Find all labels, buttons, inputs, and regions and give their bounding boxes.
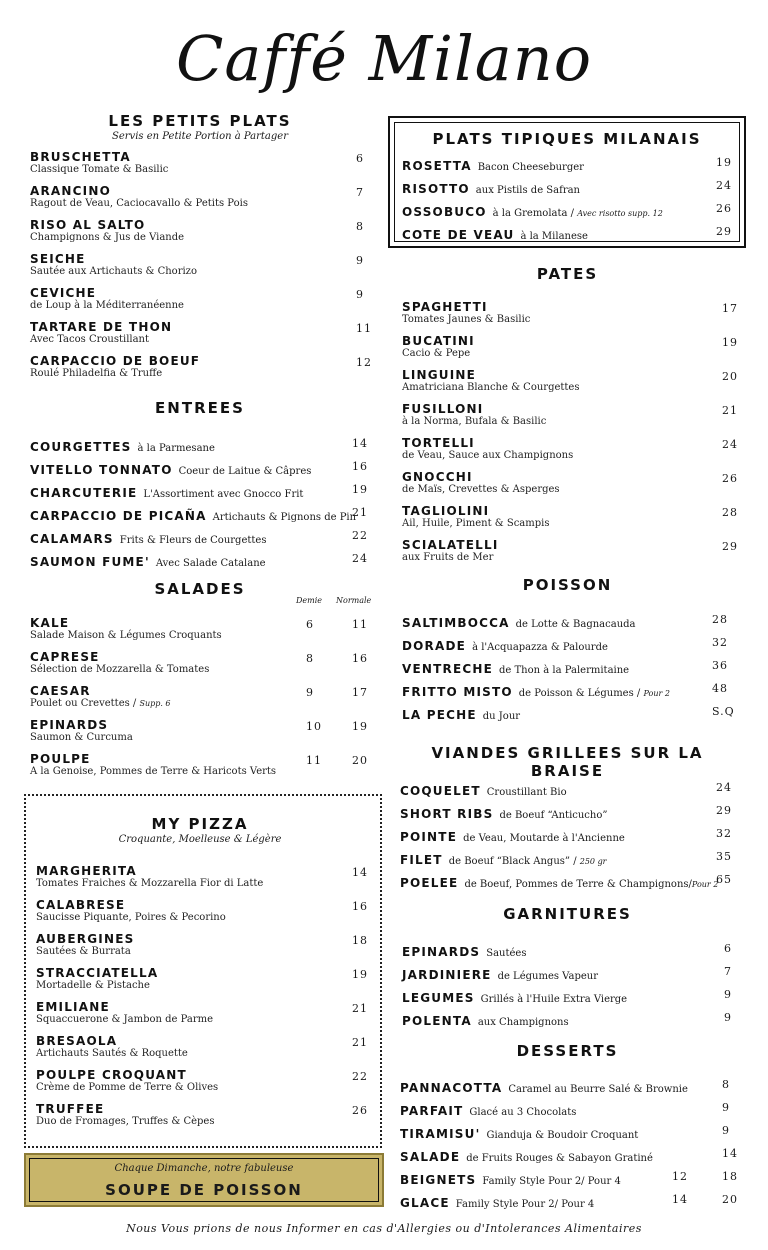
menu-item [30,718,370,743]
item-name: EMILIANE [36,1000,110,1014]
menu-item [30,252,370,277]
item-price: 9 [356,254,364,267]
menu-item [402,538,736,563]
item-desc: Frits & Fleurs de Courgettes [119,535,267,546]
section-title: VIANDES GRILLEES SUR LA BRAISE [431,744,704,780]
price-demie: 10 [306,720,322,733]
item-price: 7 [356,186,364,199]
item-name: TARTARE DE THON [30,320,173,334]
item-price: 36 [712,659,728,672]
menu-item [402,964,736,983]
item-price: 9 [724,988,732,1001]
item-price: 9 [724,1011,732,1024]
item-desc: Duo de Fromages, Truffes & Cèpes [36,1116,215,1127]
menu-item [402,368,736,393]
menu-item [402,300,736,325]
item-desc: de Veau, Sauce aux Champignons [402,450,574,461]
section-garnitures [395,905,740,923]
item-desc: Crème de Pomme de Terre & Olives [36,1082,219,1093]
item-name: FRITTO MISTO [402,685,513,699]
section-pates [395,265,740,283]
item-price: 26 [722,472,738,485]
item-desc: A la Genoise, Pommes de Terre & Haricots Verts [30,766,277,777]
item-desc: à la Milanese [520,231,588,242]
price-normale: 11 [352,618,368,631]
item-desc: Poulet ou Crevettes / Supp. 6 [30,698,171,709]
menu-item [402,1010,736,1029]
item-desc: de Thon à la Palermitaine [499,665,630,676]
item-desc: Saumon & Curcuma [30,732,133,743]
soupe-title: SOUPE DE POISSON [105,1181,303,1199]
entrees-list [30,436,370,576]
item-price: 6 [356,152,364,165]
item-name: PANNACOTTA [400,1081,503,1095]
menu-item [402,334,736,359]
item-price: 22 [352,529,368,542]
milanais-list [402,155,732,245]
item-name: TIRAMISU' [400,1127,481,1141]
item-note: Supp. 6 [139,699,171,708]
menu-item [30,482,370,501]
item-price: 21 [352,506,368,519]
menu-item [400,872,736,891]
section-viandes [395,744,740,780]
menu-item [402,941,736,960]
item-price: 7 [724,965,732,978]
item-price: 29 [722,540,738,553]
item-price: 26 [716,202,732,215]
item-name: CARPACCIO DE BOEUF [30,354,201,368]
item-desc: Salade Maison & Légumes Croquants [30,630,222,641]
col-demie: Demie [296,596,323,605]
petits-plats-list [30,150,370,390]
item-price: 14 [352,437,368,450]
item-desc: de Boeuf “Black Angus” / [448,856,580,867]
item-price: 28 [712,613,728,626]
menu-item [402,987,736,1006]
menu-item [36,932,366,957]
item-price: 21 [352,1036,368,1049]
item-name: EPINARDS [402,945,481,959]
item-desc: aux Pistils de Safran [475,185,580,196]
item-name: OSSOBUCO [402,205,487,219]
menu-item [36,1068,366,1093]
menu-item [402,224,732,243]
menu-item [400,1100,736,1119]
item-price: 19 [722,336,738,349]
item-price: 29 [716,225,732,238]
item-desc: à la Parmesane [137,443,215,454]
item-note: Avec risotto supp. 12 [577,209,663,218]
item-name: BRESAOLA [36,1034,118,1048]
menu-item [30,320,370,345]
menu-item [402,704,736,723]
item-price: 35 [716,850,732,863]
item-price: 24 [722,438,738,451]
item-desc: de Veau, Moutarde à l'Ancienne [463,833,625,844]
item-price: 20 [722,370,738,383]
menu-item [30,528,370,547]
item-price: 32 [716,827,732,840]
menu-item [30,286,370,311]
item-desc: Sautées [486,948,527,959]
item-desc: Tomates Jaunes & Basilic [402,314,531,325]
item-name: LEGUMES [402,991,475,1005]
menu-item [36,864,366,889]
section-pizza [30,815,370,845]
price-normale: 20 [352,754,368,767]
price-normale: 17 [352,686,368,699]
item-desc: de Loup à la Méditerranéenne [30,300,184,311]
item-price: 8 [356,220,364,233]
item-name: AUBERGINES [36,932,135,946]
menu-item [30,184,370,209]
item-price: 21 [352,1002,368,1015]
item-name: SEICHE [30,252,86,266]
section-poisson [395,576,740,594]
item-name: VENTRECHE [402,662,493,676]
item-price: 24 [716,179,732,192]
item-name: COURGETTES [30,440,132,454]
menu-item [30,616,370,641]
item-price: 6 [724,942,732,955]
menu-item [400,1123,736,1142]
item-price: 18 [352,934,368,947]
menu-item [402,681,736,700]
item-price: 20 [722,1193,738,1206]
item-price: 24 [716,781,732,794]
item-price: 17 [722,302,738,315]
item-name: TAGLIOLINI [402,504,490,518]
item-name: KALE [30,616,70,630]
item-price: 11 [356,322,372,335]
menu-item [402,178,732,197]
garnitures-list [402,941,736,1041]
item-name: LA PECHE [402,708,477,722]
item-desc: de Poisson & Légumes / [518,688,644,699]
item-desc: Grillés à l'Huile Extra Vierge [480,994,628,1005]
item-desc: Ragout de Veau, Caciocavallo & Petits Pois [30,198,248,209]
col-normale: Normale [336,596,372,605]
menu-item [30,505,370,524]
item-price: 24 [352,552,368,565]
item-price-small: 12 [672,1170,688,1183]
soupe-banner [24,1153,384,1207]
item-name: RISOTTO [402,182,470,196]
item-price: 8 [722,1078,730,1091]
item-name: SCIALATELLI [402,538,499,552]
section-title: ENTREES [155,399,245,417]
item-name: SAUMON FUME' [30,555,150,569]
salades-list [30,616,370,786]
item-desc: Coeur de Laitue & Câpres [178,466,312,477]
item-price: 28 [722,506,738,519]
menu-item [402,658,736,677]
price-demie: 11 [306,754,322,767]
item-name: STRACCIATELLA [36,966,159,980]
item-name: COTE DE VEAU [402,228,515,242]
item-desc: de Lotte & Bagnacauda [515,619,636,630]
item-desc: de Maïs, Crevettes & Asperges [402,484,560,495]
item-name: JARDINIERE [402,968,492,982]
item-desc: de Boeuf, Pommes de Terre & Champignons/ [464,879,692,890]
item-desc: Tomates Fraiches & Mozzarella Fior di Latte [36,878,264,889]
item-desc: Avec Tacos Croustillant [30,334,150,345]
menu-item [400,826,736,845]
item-name: POELEE [400,876,459,890]
item-desc: aux Fruits de Mer [402,552,494,563]
item-desc: Sélection de Mozzarella & Tomates [30,664,210,675]
item-name: PARFAIT [400,1104,464,1118]
section-milanais [392,130,742,148]
menu-item [400,1169,736,1188]
menu-item [30,436,370,455]
item-name: POULPE CROQUANT [36,1068,187,1082]
item-desc: Croustillant Bio [486,787,567,798]
menu-item [30,354,370,379]
item-desc: Squaccuerone & Jambon de Parme [36,1014,214,1025]
item-name: CHARCUTERIE [30,486,138,500]
item-name: RISO AL SALTO [30,218,146,232]
section-title: DESSERTS [516,1042,619,1060]
item-desc: Bacon Cheeseburger [477,162,584,173]
menu-item [400,780,736,799]
menu-item [402,436,736,461]
section-entrees [30,399,370,417]
menu-item [30,218,370,243]
item-name: GNOCCHI [402,470,473,484]
item-desc: Sautée aux Artichauts & Chorizo [30,266,197,277]
item-name: ARANCINO [30,184,111,198]
item-name: CEVICHE [30,286,97,300]
item-price: 14 [722,1147,738,1160]
item-price: 29 [716,804,732,817]
item-name: BRUSCHETTA [30,150,131,164]
item-desc: à la Norma, Bufala & Basilic [402,416,547,427]
item-name: VITELLO TONNATO [30,463,173,477]
item-name: SALTIMBOCCA [402,616,510,630]
item-name: SHORT RIBS [400,807,494,821]
menu-item [36,966,366,991]
item-name: CAESAR [30,684,91,698]
menu-item [400,803,736,822]
item-price: 19 [352,968,368,981]
desserts-list [400,1077,736,1217]
price-demie: 8 [306,652,314,665]
item-desc: Family Style Pour 2/ Pour 4 [455,1199,595,1210]
item-name: MARGHERITA [36,864,137,878]
item-price: 21 [722,404,738,417]
item-price: 32 [712,636,728,649]
item-desc: Gianduja & Boudoir Croquant [486,1130,639,1141]
item-name: EPINARDS [30,718,109,732]
menu-item [30,551,370,570]
item-desc: de Boeuf “Anticucho” [499,810,608,821]
item-name: TORTELLI [402,436,475,450]
section-title: PLATS TIPIQUES MILANAIS [432,130,702,148]
price-demie: 6 [306,618,314,631]
item-name: FUSILLONI [402,402,484,416]
menu-item [402,402,736,427]
item-note: Pour 2 [691,880,719,889]
section-title: PATES [536,265,599,283]
item-note: Pour 2 [643,689,670,698]
item-price: 22 [352,1070,368,1083]
menu-item [36,898,366,923]
item-name: GLACE [400,1196,450,1210]
item-note: 250 gr [579,857,607,866]
item-desc: aux Champignons [477,1017,569,1028]
item-name: CAPRESE [30,650,100,664]
item-desc: Mortadelle & Pistache [36,980,150,991]
menu-item [36,1000,366,1025]
menu-item [36,1102,366,1127]
item-desc: Family Style Pour 2/ Pour 4 [482,1176,621,1187]
menu-item [30,459,370,478]
menu-item [400,1077,736,1096]
item-desc: Glacé au 3 Chocolats [469,1107,577,1118]
item-desc: Sautées & Burrata [36,946,131,957]
menu-item [402,201,732,220]
menu-item [30,684,370,709]
section-petits-plats [30,112,370,142]
pizza-list [36,864,366,1144]
item-name: BEIGNETS [400,1173,477,1187]
item-price: 9 [722,1124,730,1137]
item-price: 19 [716,156,732,169]
item-desc: Amatriciana Blanche & Courgettes [402,382,580,393]
item-desc: Saucisse Piquante, Poires & Pecorino [36,912,226,923]
item-desc: de Légumes Vapeur [497,971,598,982]
menu-item [402,612,736,631]
section-desserts [395,1042,740,1060]
price-normale: 19 [352,720,368,733]
item-price: S.Q [712,705,735,718]
item-desc: à la Gremolata / [492,208,578,219]
item-price: 12 [356,356,372,369]
menu-item [30,150,370,175]
menu-item [402,504,736,529]
menu-item [36,1034,366,1059]
menu-item [402,470,736,495]
restaurant-logo: Caffé Milano [175,22,593,95]
item-desc: Champignons & Jus de Viande [30,232,185,243]
pates-list [402,300,736,570]
item-desc: Artichauts Sautés & Roquette [36,1048,188,1059]
item-desc: Avec Salade Catalane [155,558,266,569]
item-name: SPAGHETTI [402,300,488,314]
item-desc: L'Assortiment avec Gnocco Frit [143,489,304,500]
item-price: 16 [352,460,368,473]
section-title: POISSON [522,576,613,594]
allergy-notice: Nous Vous prions de nous Informer en cas d'Allergies ou d'Intolerances Alimentaires [126,1222,642,1235]
section-title: GARNITURES [503,905,632,923]
item-name: CALAMARS [30,532,114,546]
poisson-list [402,612,736,732]
menu-item [402,155,732,174]
item-name: BUCATINI [402,334,475,348]
menu-item [30,650,370,675]
item-name: LINGUINE [402,368,477,382]
item-price: 18 [722,1170,738,1183]
item-name: COQUELET [400,784,481,798]
item-price: 9 [356,288,364,301]
item-desc: Classique Tomate & Basilic [30,164,169,175]
item-name: TRUFFEE [36,1102,105,1116]
section-title: SALADES [154,580,246,598]
section-title: LES PETITS PLATS [108,112,292,130]
item-name: SALADE [400,1150,461,1164]
soupe-line: Chaque Dimanche, notre fabuleuse [114,1163,294,1174]
item-price-small: 14 [672,1193,688,1206]
item-desc: Artichauts & Pignons de Pin [212,512,357,523]
item-desc: Cacio & Pepe [402,348,471,359]
section-subtitle: Servis en Petite Portion à Partager [112,131,288,142]
item-name: CALABRESE [36,898,126,912]
item-name: CARPACCIO DE PICAÑA [30,509,207,523]
menu-item [400,1192,736,1211]
item-desc: Caramel au Beurre Salé & Brownie [508,1084,688,1095]
item-price: 14 [352,866,368,879]
item-desc: à l'Acquapazza & Palourde [472,642,608,653]
item-name: POLENTA [402,1014,472,1028]
item-price: 9 [722,1101,730,1114]
item-price: 48 [712,682,728,695]
item-name: FILET [400,853,443,867]
section-title: MY PIZZA [151,815,249,833]
menu-item [400,849,736,868]
item-price: 19 [352,483,368,496]
menu-item [400,1146,736,1165]
item-name: POINTE [400,830,458,844]
section-subtitle: Croquante, Moelleuse & Légère [118,834,282,845]
item-name: POULPE [30,752,91,766]
item-name: ROSETTA [402,159,472,173]
item-desc: Roulé Philadelfia & Truffe [30,368,163,379]
item-price: 26 [352,1104,368,1117]
viandes-list [400,780,736,900]
item-desc: du Jour [482,711,521,722]
price-demie: 9 [306,686,314,699]
menu-item [402,635,736,654]
price-normale: 16 [352,652,368,665]
item-price: 65 [716,873,732,886]
item-desc: de Fruits Rouges & Sabayon Gratiné [466,1153,653,1164]
item-price: 16 [352,900,368,913]
item-name: DORADE [402,639,467,653]
menu-item [30,752,370,777]
item-desc: Ail, Huile, Piment & Scampis [402,518,550,529]
